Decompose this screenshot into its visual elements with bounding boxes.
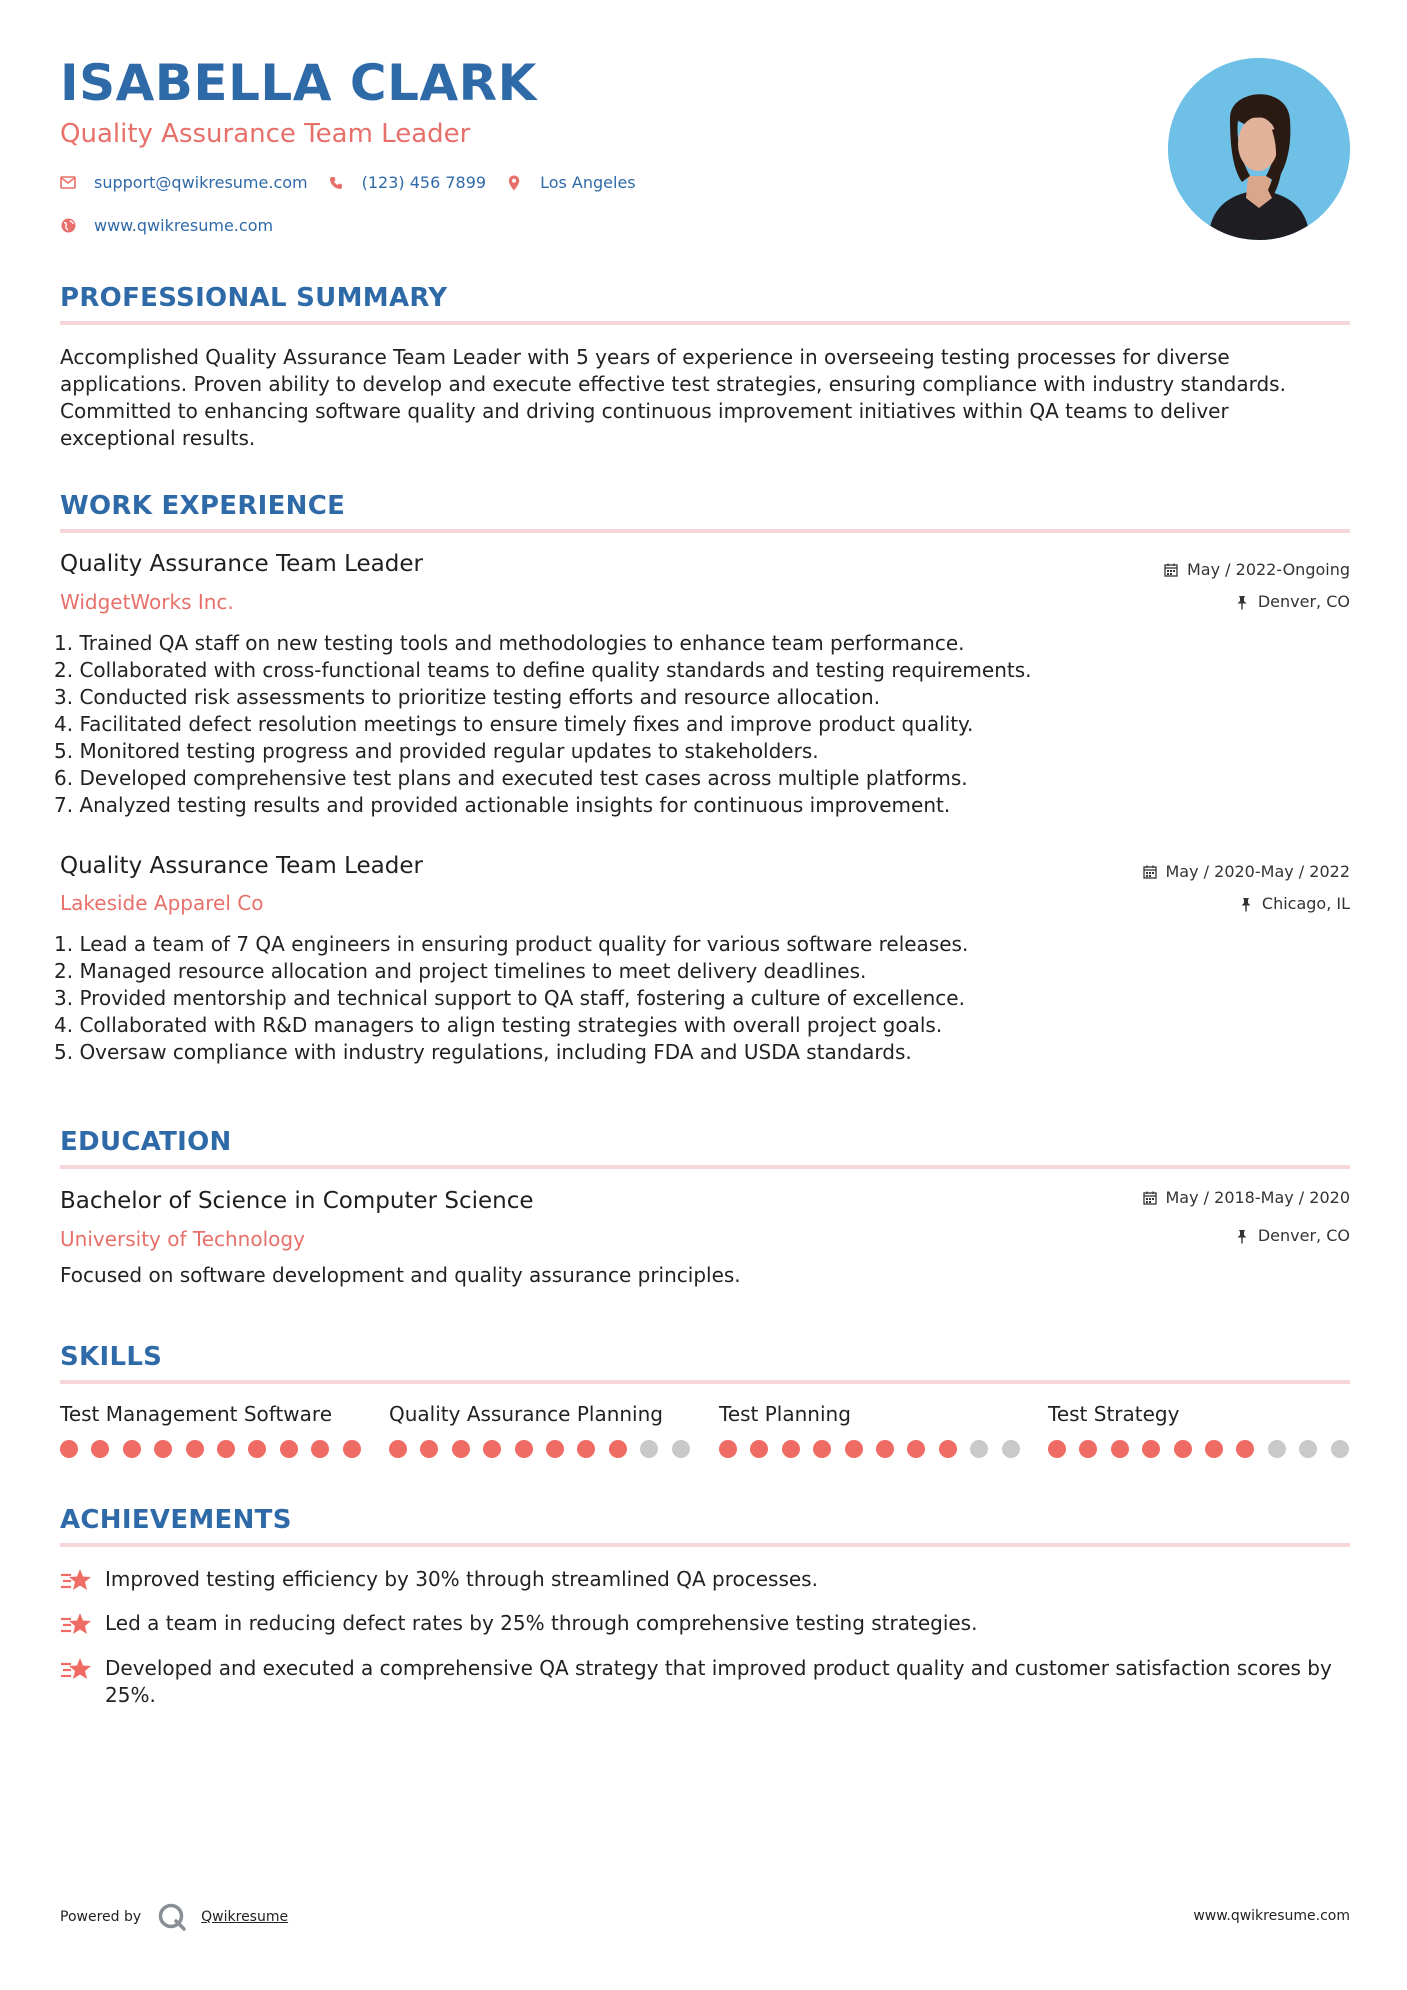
section-divider (60, 321, 1350, 325)
rating-dot-filled (452, 1440, 470, 1458)
rating-dot-filled (1111, 1440, 1129, 1458)
summary-text (60, 344, 1350, 452)
rating-dot-empty (1002, 1440, 1020, 1458)
list-item: 3. Conducted risk assessments to prioritize testing efforts and resource allocation. (54, 685, 881, 709)
summary-line: Accomplished Quality Assurance Team Leader with 5 years of experience in overseeing testing processes for diverse (60, 345, 1230, 369)
candidate-role: Quality Assurance Team Leader (60, 119, 471, 149)
skill-name: Test Strategy (1048, 1402, 1180, 1426)
rating-dot-filled (577, 1440, 595, 1458)
company-name: Lakeside Apparel Co (60, 891, 264, 915)
list-item: 4. Collaborated with R&D managers to align testing strategies with overall project goals. (54, 1013, 943, 1037)
rating-dot-filled (609, 1440, 627, 1458)
job-dates (1163, 562, 1350, 578)
rating-dot-empty (1299, 1440, 1317, 1458)
pushpin-icon (1234, 594, 1250, 610)
list-item: 2. Managed resource allocation and project timelines to meet delivery deadlines. (54, 959, 867, 983)
rating-dot-filled (91, 1440, 109, 1458)
education-location-text: Denver, CO (1257, 1226, 1350, 1245)
job-bullets (54, 630, 1254, 819)
experience-heading: WORK EXPERIENCE (60, 491, 346, 521)
rating-dot-filled (1048, 1440, 1066, 1458)
achievements-heading: ACHIEVEMENTS (60, 1505, 292, 1535)
skill-rating (389, 1440, 703, 1458)
achievement-text: Improved testing efficiency by 30% through streamlined QA processes. (105, 1567, 818, 1591)
job-location-text: Chicago, IL (1261, 894, 1350, 913)
rating-dot-filled (939, 1440, 957, 1458)
section-divider (60, 529, 1350, 533)
location-text: Los Angeles (540, 173, 636, 192)
achievement-item (60, 1655, 1350, 1709)
calendar-icon (1142, 864, 1158, 880)
shooting-star-icon (60, 1655, 92, 1683)
job-title: Quality Assurance Team Leader (60, 551, 423, 577)
job-dates (1142, 864, 1351, 880)
brand-link[interactable]: Qwikresume (201, 1909, 289, 1925)
list-item: 5. Oversaw compliance with industry regulations, including FDA and USDA standards. (54, 1040, 912, 1064)
list-item: 1. Lead a team of 7 QA engineers in ensuring product quality for various software releases. (54, 932, 969, 956)
calendar-icon (1163, 562, 1179, 578)
skill-name: Quality Assurance Planning (389, 1402, 663, 1426)
achievement-item (60, 1566, 1350, 1594)
rating-dot-filled (1205, 1440, 1223, 1458)
rating-dot-filled (154, 1440, 172, 1458)
rating-dot-filled (123, 1440, 141, 1458)
list-item: 4. Facilitated defect resolution meetings to ensure timely fixes and improve product quality. (54, 712, 974, 736)
profile-photo (1168, 58, 1350, 240)
summary-heading: PROFESSIONAL SUMMARY (60, 283, 448, 313)
achievement-item (60, 1610, 1350, 1638)
location-pin-icon (506, 175, 522, 191)
education-dates-text: May / 2018-May / 2020 (1165, 1188, 1350, 1207)
rating-dot-filled (813, 1440, 831, 1458)
email-link[interactable]: support@qwikresume.com (94, 173, 308, 192)
rating-dot-filled (1236, 1440, 1254, 1458)
rating-dot-empty (672, 1440, 690, 1458)
education-location (1234, 1228, 1350, 1244)
list-item: 1. Trained QA staff on new testing tools and methodologies to enhance team performance. (54, 631, 965, 655)
rating-dot-filled (719, 1440, 737, 1458)
summary-line: applications. Proven ability to develop and execute effective test strategies, ensuring compliance with industry standards. (60, 372, 1286, 396)
skill-rating (60, 1440, 374, 1458)
rating-dot-filled (217, 1440, 235, 1458)
rating-dot-filled (280, 1440, 298, 1458)
job-location-text: Denver, CO (1257, 592, 1350, 611)
job-dates-text: May / 2020-May / 2022 (1165, 862, 1350, 881)
job-dates-text: May / 2022-Ongoing (1187, 560, 1350, 579)
candidate-name: ISABELLA CLARK (60, 54, 537, 112)
shooting-star-icon (60, 1610, 92, 1638)
job-bullets (54, 931, 1254, 1066)
rating-dot-filled (845, 1440, 863, 1458)
pushpin-icon (1234, 1228, 1250, 1244)
rating-dot-filled (483, 1440, 501, 1458)
list-item: 6. Developed comprehensive test plans and executed test cases across multiple platforms. (54, 766, 968, 790)
footer-url[interactable]: www.qwikresume.com (1193, 1908, 1350, 1924)
rating-dot-filled (60, 1440, 78, 1458)
rating-dot-filled (343, 1440, 361, 1458)
phone-icon (328, 175, 344, 191)
rating-dot-filled (782, 1440, 800, 1458)
achievement-text: Developed and executed a comprehensive QA strategy that improved product quality and customer satisfaction scores by 25%. (105, 1656, 1332, 1707)
rating-dot-empty (1331, 1440, 1349, 1458)
education-description: Focused on software development and quality assurance principles. (60, 1263, 741, 1287)
education-heading: EDUCATION (60, 1127, 232, 1157)
job-location (1238, 896, 1350, 912)
skill-item (60, 1404, 360, 1424)
envelope-icon (60, 175, 76, 191)
skills-heading: SKILLS (60, 1342, 163, 1372)
skill-item (719, 1404, 1019, 1424)
powered-by-label: Powered by (60, 1909, 142, 1925)
job-location (1234, 594, 1350, 610)
job-title: Quality Assurance Team Leader (60, 853, 423, 879)
rating-dot-filled (420, 1440, 438, 1458)
rating-dot-filled (876, 1440, 894, 1458)
rating-dot-filled (1079, 1440, 1097, 1458)
section-divider (60, 1165, 1350, 1169)
rating-dot-empty (640, 1440, 658, 1458)
company-name: WidgetWorks Inc. (60, 590, 234, 614)
rating-dot-filled (546, 1440, 564, 1458)
section-divider (60, 1543, 1350, 1547)
list-item: 2. Collaborated with cross-functional teams to define quality standards and testing requirements. (54, 658, 1032, 682)
rating-dot-filled (248, 1440, 266, 1458)
skill-rating (1048, 1440, 1362, 1458)
list-item: 7. Analyzed testing results and provided actionable insights for continuous improvement. (54, 793, 951, 817)
rating-dot-filled (907, 1440, 925, 1458)
pushpin-icon (1238, 896, 1254, 912)
section-divider (60, 1380, 1350, 1384)
calendar-icon (1142, 1190, 1158, 1206)
rating-dot-empty (970, 1440, 988, 1458)
contact-row-web (60, 216, 293, 235)
rating-dot-filled (750, 1440, 768, 1458)
rating-dot-filled (515, 1440, 533, 1458)
qwikresume-logo-icon (157, 1902, 187, 1932)
rating-dot-filled (1142, 1440, 1160, 1458)
summary-line: Committed to enhancing software quality and driving continuous improvement initiatives within QA teams to deliver (60, 399, 1229, 423)
rating-dot-empty (1268, 1440, 1286, 1458)
rating-dot-filled (389, 1440, 407, 1458)
skill-item (1048, 1404, 1348, 1424)
website-link[interactable]: www.qwikresume.com (94, 216, 274, 235)
contact-row (60, 173, 656, 192)
education-dates (1142, 1190, 1351, 1206)
globe-icon (60, 218, 76, 234)
summary-line: exceptional results. (60, 426, 256, 450)
skill-rating (719, 1440, 1033, 1458)
list-item: 5. Monitored testing progress and provided regular updates to stakeholders. (54, 739, 819, 763)
skill-item (389, 1404, 689, 1424)
skill-name: Test Planning (719, 1402, 851, 1426)
school-name: University of Technology (60, 1227, 305, 1251)
skill-name: Test Management Software (60, 1402, 333, 1426)
phone-number: (123) 456 7899 (361, 173, 487, 192)
list-item: 3. Provided mentorship and technical support to QA staff, fostering a culture of excellence. (54, 986, 965, 1010)
footer-powered-by (60, 1902, 288, 1932)
rating-dot-filled (186, 1440, 204, 1458)
degree-title: Bachelor of Science in Computer Science (60, 1188, 534, 1214)
rating-dot-filled (311, 1440, 329, 1458)
shooting-star-icon (60, 1566, 92, 1594)
achievement-text: Led a team in reducing defect rates by 25% through comprehensive testing strategies. (105, 1611, 978, 1635)
rating-dot-filled (1174, 1440, 1192, 1458)
